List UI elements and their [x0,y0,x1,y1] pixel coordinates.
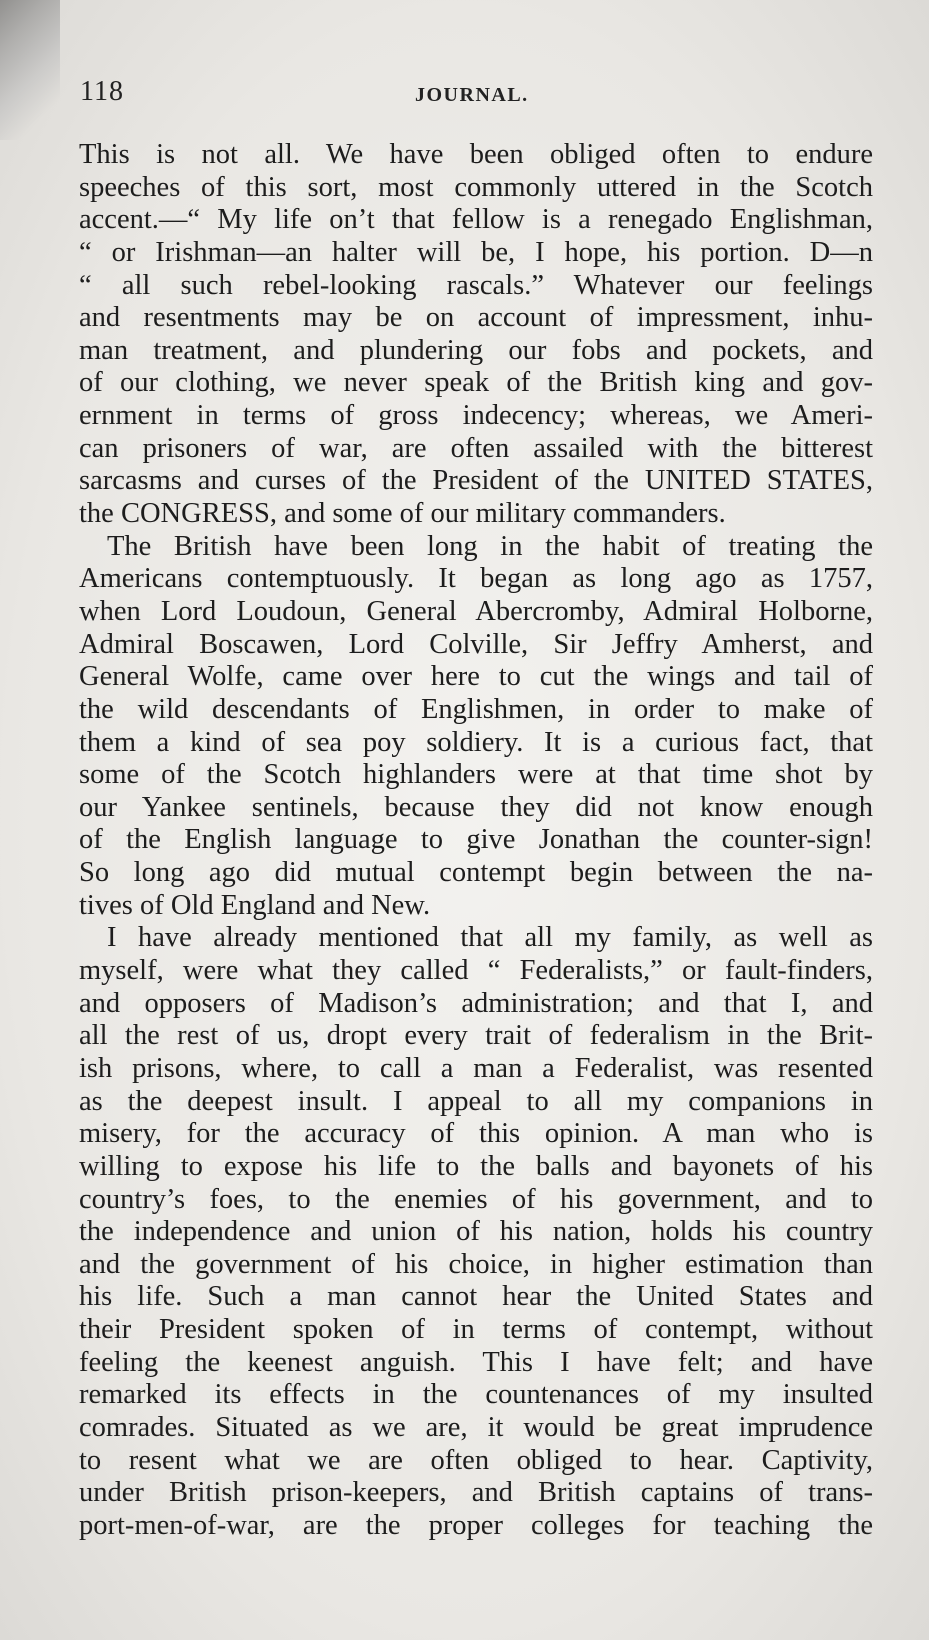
text-line: This is not all. We have been obliged often to endure [79,139,873,170]
text-line: his life. Such a man cannot hear the United States and [79,1281,873,1313]
text-line: feeling the keenest anguish. This I have felt; and have [79,1346,873,1378]
page-header [80,76,870,116]
text-line: to resent what we are often obliged to hear. Captivity, [79,1444,873,1476]
text-line: man treatment, and plundering our fobs and pockets, and [79,334,873,366]
text-line: speeches of this sort, most commonly uttered in the Scotch [79,171,873,203]
paragraph-start-line: I have already mentioned that all my family, as well as [107,922,873,954]
text-line: tives of Old England and New. [79,889,431,921]
text-line: comrades. Situated as we are, it would be great imprudence [79,1411,873,1443]
text-line: ish prisons, where, to call a man a Federalist, was resented [79,1052,873,1084]
text-line: Americans contemptuously. It began as long ago as 1757, [79,563,873,595]
text-line: when Lord Loudoun, General Abercromby, Admiral Holborne, [79,595,873,627]
text-line: willing to expose his life to the balls and bayonets of his [79,1150,873,1182]
text-line: all the rest of us, dropt every trait of federalism in the Brit- [79,1020,873,1052]
text-line: “ or Irishman—an halter will be, I hope, his portion. D—n [79,236,873,268]
text-line: them a kind of sea poy soldiery. It is a curious fact, that [79,726,873,758]
paragraph-start-line: The British have been long in the habit of treating the [107,530,873,562]
text-line: can prisoners of war, are often assailed with the bitterest [79,432,873,464]
text-line: “ all such rebel-looking rascals.” Whatever our feelings [79,269,873,301]
text-line: of our clothing, we never speak of the British king and gov- [79,367,873,399]
text-line: the CONGRESS, and some of our military commanders. [79,498,726,530]
text-line: our Yankee sentinels, because they did not know enough [79,791,873,823]
text-line: and resentments may be on account of impressment, inhu- [79,302,873,334]
text-line: under British prison-keepers, and British captains of trans- [79,1477,873,1509]
page-number: 118 [80,76,124,107]
text-line: and the government of his choice, in higher estimation than [79,1248,873,1280]
text-line: and opposers of Madison’s administration; and that I, and [79,987,873,1019]
text-line: General Wolfe, came over here to cut the wings and tail of [79,661,873,693]
page-body-text [79,139,873,1543]
text-line: country’s foes, to the enemies of his government, and to [79,1183,873,1215]
page-curl-shadow [0,0,60,140]
text-line: misery, for the accuracy of this opinion. A man who is [79,1118,873,1150]
text-line: accent.—“ My life on’t that fellow is a renegado Englishman, [79,204,873,236]
text-line: some of the Scotch highlanders were at that time shot by [79,759,873,791]
text-line: the wild descendants of Englishmen, in order to make of [79,693,873,725]
text-line: their President spoken of in terms of contempt, without [79,1314,873,1346]
text-line: ernment in terms of gross indecency; whereas, we Ameri- [79,400,873,432]
text-line: as the deepest insult. I appeal to all my companions in [79,1085,873,1117]
text-line: the independence and union of his nation, holds his country [79,1216,873,1248]
running-head: JOURNAL. [415,84,529,106]
text-line: of the English language to give Jonathan the counter-sign! [79,824,873,856]
text-line: port-men-of-war, are the proper colleges for teaching the [79,1509,873,1541]
text-line: remarked its effects in the countenances of my insulted [79,1379,873,1411]
text-line: Admiral Boscawen, Lord Colville, Sir Jeffry Amherst, and [79,628,873,660]
text-line: myself, were what they called “ Federalists,” or fault-finders, [79,955,873,987]
text-line: sarcasms and curses of the President of the UNITED STATES, [79,465,873,497]
text-line: So long ago did mutual contempt begin between the na- [79,857,873,889]
